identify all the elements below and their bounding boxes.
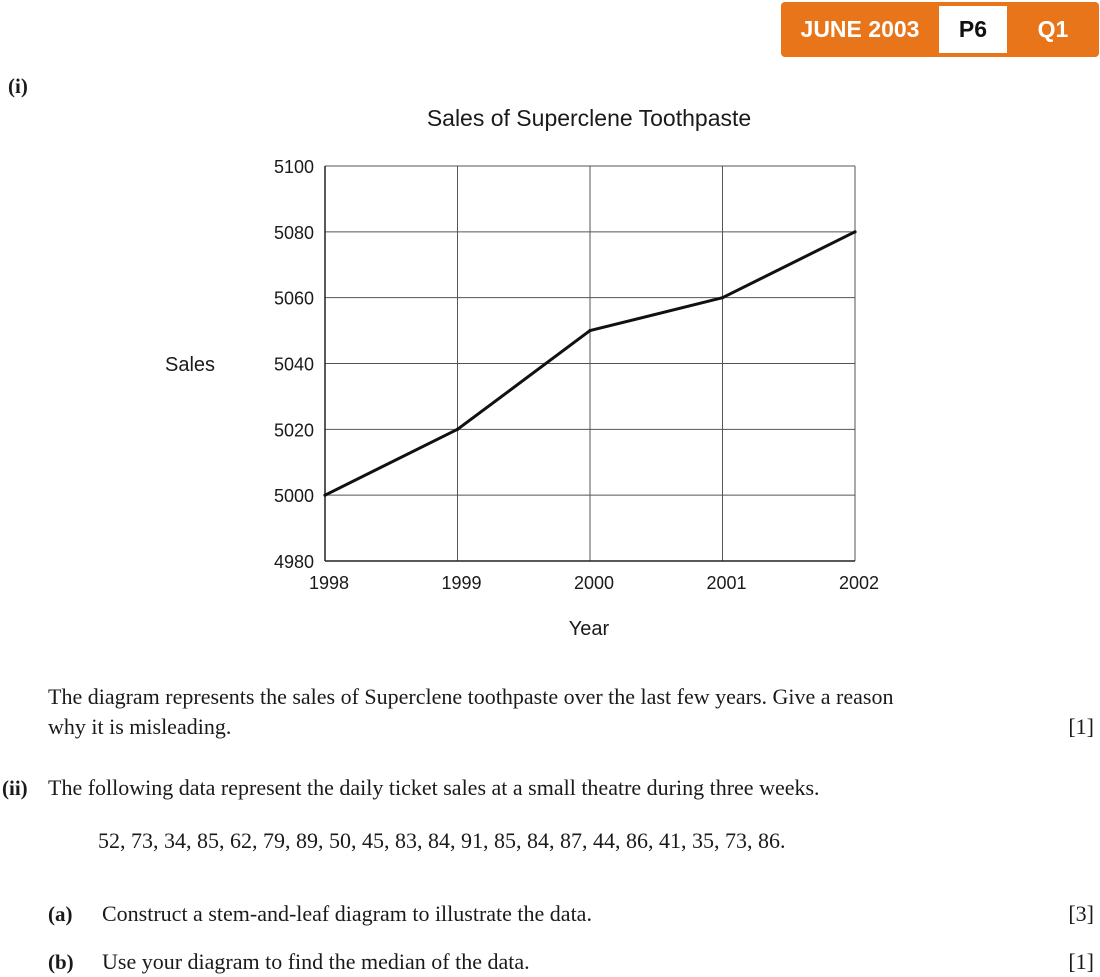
chart-title: Sales of Superclene Toothpaste [426, 105, 752, 131]
exam-date-label: JUNE 2003 [800, 16, 920, 42]
data-point [721, 296, 724, 299]
part-i-question-line1: The diagram represents the sales of Superclene toothpaste over the last few years. Give a reason [48, 684, 894, 709]
x-axis-label: Year [568, 618, 610, 640]
x-tick-label: 2002 [838, 573, 880, 593]
question-number-label: Q1 [1037, 16, 1069, 42]
part-ii-label: (ii) [2, 776, 28, 800]
part-b-label: (b) [48, 950, 74, 974]
ticket-sales-data: 52, 73, 34, 85, 62, 79, 89, 50, 45, 83, 84, 91, 85, 84, 87, 44, 86, 41, 35, 73, 86. [98, 828, 786, 853]
x-tick-label: 2000 [573, 573, 615, 593]
part-a-label: (a) [48, 902, 73, 926]
part-a-question: Construct a stem-and-leaf diagram to illustrate the data. [102, 901, 592, 926]
part-i-marks: [1] [1068, 714, 1094, 739]
data-point [853, 230, 856, 233]
y-tick-label: 4980 [273, 552, 314, 572]
y-tick-label: 5040 [273, 354, 314, 375]
x-tick-label: 1998 [308, 573, 350, 593]
y-tick-label: 5060 [273, 288, 314, 309]
part-ii-intro: The following data represent the daily ticket sales at a small theatre during three weeks. [48, 775, 820, 800]
part-b-marks: [1] [1068, 949, 1094, 974]
data-point [323, 494, 326, 497]
y-axis-label: Sales [164, 354, 216, 376]
x-tick-label: 2001 [706, 573, 747, 593]
x-tick-label: 1999 [441, 573, 482, 593]
y-tick-label: 5100 [273, 157, 314, 177]
y-tick-label: 5000 [273, 486, 314, 507]
data-point [588, 329, 591, 332]
part-b-question: Use your diagram to find the median of the data. [102, 949, 530, 974]
y-tick-label: 5020 [273, 420, 314, 441]
part-i-question-line2: why it is misleading. [48, 714, 232, 739]
part-a-marks: [3] [1068, 901, 1094, 926]
y-tick-label: 5080 [273, 222, 314, 243]
part-i-label: (i) [8, 74, 28, 98]
data-point [456, 428, 459, 431]
paper-number-label: P6 [939, 6, 1007, 53]
